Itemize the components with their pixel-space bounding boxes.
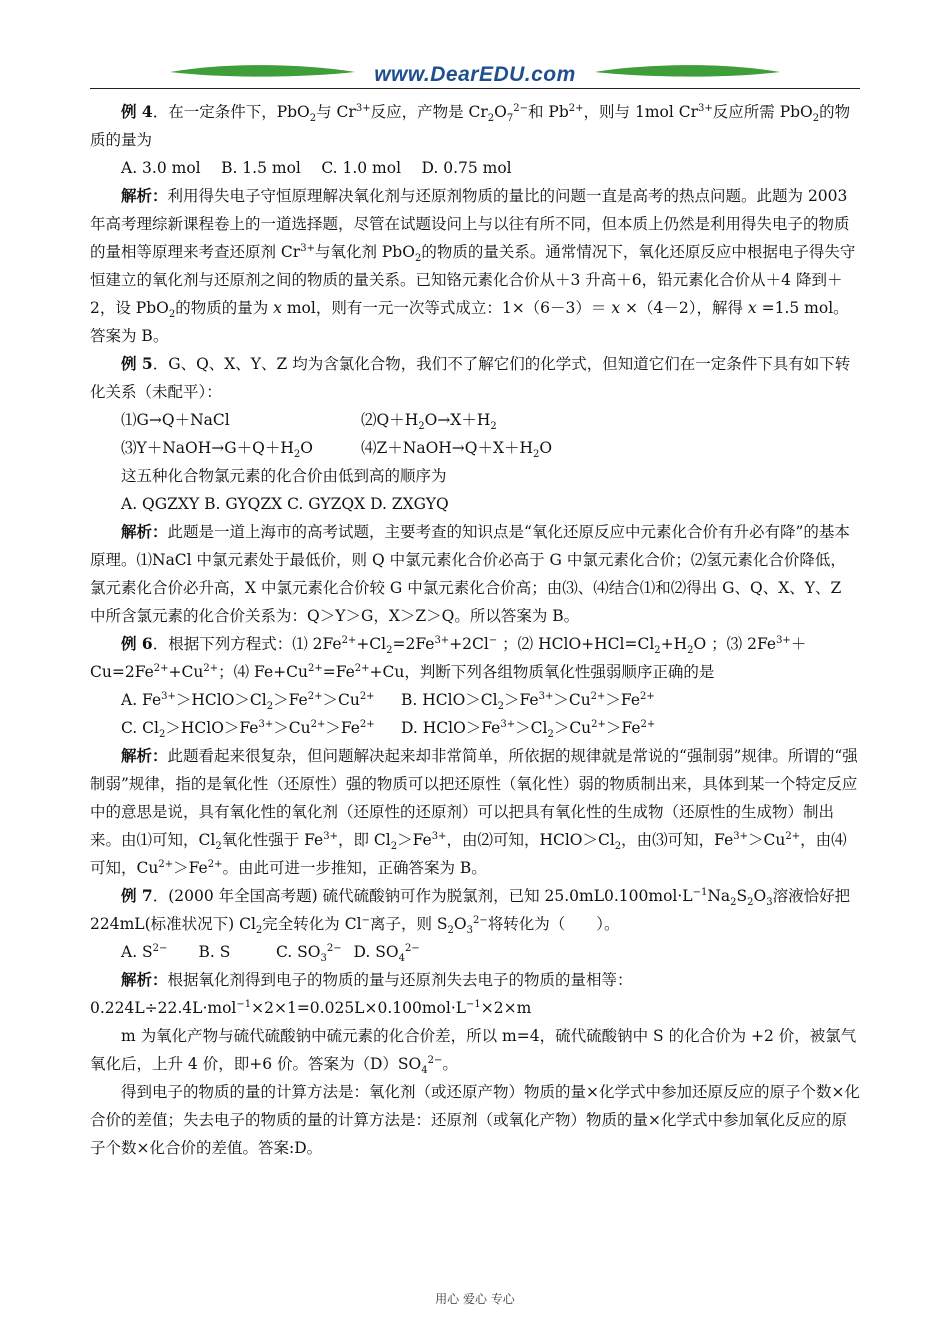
example-7-conclusion: m 为氧化产物与硫代硫酸钠中硫元素的化合价差，所以 m=4，硫代硫酸钠中 S 的化合价为 +2 价，被氯气氧化后，上升 4 价，即+6 价。答案为$(D)SO_4^{2-}$。 — [90, 1027, 857, 1077]
example-7-analysis: 解析：根据氧化剂得到电子的物质的量与还原剂失去电子的物质的量相等： — [121, 970, 633, 989]
example-4-question: 例 4．在一定条件下，PbO$_2$与 $Cr^{3+}$反应，产物是 $Cr_2O_7^{2-}$和 $Pb^{2+}$，则与 1mol $Cr^{3+}$反应所需 PbO$_2$的物质的量为 — [90, 102, 851, 149]
example-5-reactions-2: $⑶Y+NaOH\to G+Q+H_2O$ $⑷Z+NaOH\to Q+X+H_2O$ — [121, 439, 553, 461]
example-7-equation: $0.224L\div 22.4L\cdot mol^{-1}\times 2\times 1=0.025L\times 0.100mol\cdot L^{-1}\times 2\times m$ — [90, 998, 532, 1017]
example-7-question: 例 7．(2000 年全国高考题) 硫代硫酸钠可作为脱氯剂，已知 $25.0mL0.100mol\cdot L^{-1}Na_2S_2O_3$溶液恰好把 224mL(标准状况下) $Cl_2$完全转化为 Cl−离子，则 $S_2O_3^{2-}$将转化为（ ）。 — [90, 886, 851, 937]
example-5-analysis: 解析：此题是一道上海市的高考试题，主要考查的知识点是“氧化还原反应中元素化合价有升必有降”的基本原理。⑴NaCl 中氯元素处于最低价，则 Q 中氯元素化合价必高于 G 中氯元素化合价；⑵氢元素化合价降低，氯元素化合价必升高，X 中氯元素化合价较 G 中氯元素化合价高；由⑶、⑷结合⑴和⑵得出 G、Q、X、Y、Z 中所含氯元素的化合价关系为：Q＞Y＞G，X＞Z＞Q。所以答案为 B。 — [90, 522, 850, 625]
site-logo: www.DearEDU.com — [374, 63, 576, 86]
example-7-method: 得到电子的物质的量的计算方法是：氧化剂（或还原产物）物质的量×化学式中参加还原反应的原子个数×化合价的差值；失去电子的物质的量的计算方法是：还原剂（或氧化产物）物质的量×化学式中参加氧化反应的原子个数×化合价的差值。答案:D。 — [90, 1083, 860, 1157]
page-footer: 用心 爱心 专心 — [435, 1292, 515, 1306]
example-5-reactions-1: ⑴G→Q＋NaCl $⑵Q+H_2O\to X+H_2$ — [121, 411, 497, 433]
example-6-options-cd: C. $Cl_2>HClO>Fe^{3+}>Cu^{2+}>Fe^{2+}$ D. $HClO>Fe^{3+}>Cl_2>Cu^{2+}>Fe^{2+}$ — [121, 718, 656, 741]
example-6-analysis: 解析：此题看起来很复杂，但问题解决起来却非常简单，所依据的规律就是常说的“强制弱”规律。所谓的“强制弱”规律，指的是氧化性（还原性）强的物质可以把还原性（氧化性）弱的物质制出来，具体到某一个特定反应中的意思是说，具有氧化性的氧化剂（还原性的还原剂）可以把具有氧化性的生成物（还原性的生成物）制出来。由⑴可知，$Cl_2$氧化性强于 $Fe^{3+}$，即 $Cl_2>Fe^{3+}$，由⑵可知，$HClO>Cl_2$，由⑶可知，$Fe^{3+}>Cu^{2+}$，由⑷可知，$Cu^{2+}>Fe^{2+}$。由此可进一步推知，正确答案为 B。 — [90, 746, 858, 877]
example-4-analysis: 解析：利用得失电子守恒原理解决氧化剂与还原剂物质的量比的问题一直是高考的热点问题。此题为 2003 年高考理综新课程卷上的一道选择题，尽管在试题设问上与以往有所不同，但本质上仍然是利用得失电子的物质的量相等原理来考查还原剂 $Cr^{3+}$与氧化剂 PbO$_2$的物质的量关系。通常情况下，氧化还原反应中根据电子得失守恒建立的氧化剂与还原剂之间的物质的量关系。已知铬元素化合价从＋3 升高＋6，铅元素化合价从＋4 降到＋2，设 PbO$_2$的物质的量为 x mol，则有一元一次等式成立：1×（6－3）＝ x ×（4－2），解得 x =1.5 mol。答案为 B。 — [90, 186, 856, 345]
example-6-question: 例 6．根据下列方程式：⑴ $2Fe^{2+}+Cl_2=2Fe^{3+}+2Cl^-$ ；⑵ $HClO+HCl=Cl_2+H_2O$ ；⑶ $2Fe^{3+}+Cu=2Fe^{2+}+Cu^{2+}$；⑷ $Fe+Cu^{2+}=Fe^{2+}+Cu$，判断下列各组物质氧化性强弱顺序正确的是 — [90, 634, 807, 681]
example-5-question: 例 5．G、Q、X、Y、Z 均为含氯化合物，我们不了解它们的化学式，但知道它们在一定条件下具有如下转化关系（未配平）： — [90, 354, 851, 401]
document-body — [90, 98, 860, 1162]
example-7-options: A. $S^{2-}$ B. S C. $SO_3^{2-}$ D. $SO_4^{2-}$ — [121, 942, 420, 965]
example-4-options: A. 3.0 mol B. 1.5 mol C. 1.0 mol D. 0.75 mol — [121, 159, 512, 177]
page-header — [90, 60, 860, 90]
example-5-options: A. QGZXY B. GYQZX C. GYZQX D. ZXGYQ — [121, 495, 449, 513]
example-6-options-ab: A. $Fe^{3+}>HClO>Cl_2>Fe^{2+}>Cu^{2+}$ B. $HClO>Cl_2>Fe^{3+}>Cu^{2+}>Fe^{2+}$ — [121, 690, 655, 713]
header-rule — [90, 88, 860, 89]
example-5-question-2: 这五种化合物氯元素的化合价由低到高的顺序为 — [121, 467, 447, 485]
